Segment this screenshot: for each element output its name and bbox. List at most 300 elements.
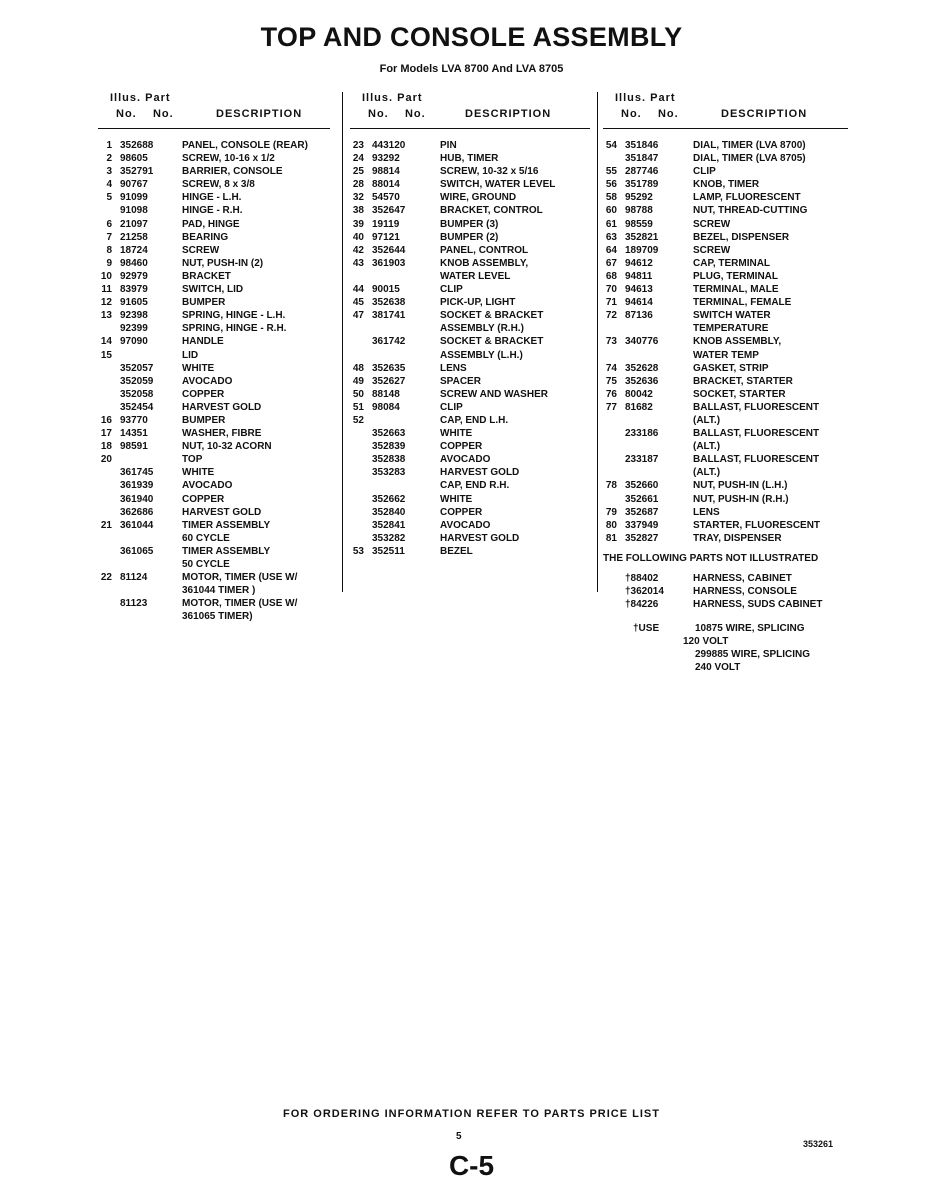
part-row [350,519,590,532]
part-description: HARVEST GOLD [440,532,520,544]
part-row [98,139,330,152]
part-description: HARVEST GOLD [182,506,262,518]
part-row [350,178,590,191]
part-number: 88148 [372,388,400,400]
part-description: (ALT.) [693,414,721,426]
part-row [350,493,590,506]
header-description: DESCRIPTION [465,108,552,120]
part-number: 352838 [372,454,406,466]
part-description: TEMPERATURE [693,323,769,335]
part-description: LENS [693,506,720,518]
part-number: 88014 [372,179,400,191]
part-row [350,296,590,309]
illus-number: 45 [352,297,364,309]
page-subtitle: For Models LVA 8700 And LVA 8705 [379,63,564,75]
part-number: 353282 [372,532,406,544]
part-description: BEARING [182,231,229,243]
part-description: COPPER [182,493,225,505]
part-number: 351846 [625,140,659,151]
illus-number: 22 [100,572,112,584]
illus-number: 13 [100,310,112,322]
illus-number: 24 [352,153,364,165]
part-description: HANDLE [182,336,224,348]
part-description: WHITE [440,493,473,505]
illus-number: 74 [605,362,617,374]
use-line: 299885 WIRE, SPLICING [695,649,811,661]
part-description: PICK-UP, LIGHT [440,297,516,309]
part-number: 352821 [625,231,659,243]
part-description: WATER LEVEL [440,270,511,282]
part-row [603,401,848,414]
part-number: 95292 [625,192,653,204]
part-row [350,270,590,283]
part-row [603,375,848,388]
part-row [98,532,330,545]
part-description: DIAL, TIMER (LVA 8705) [693,153,806,165]
part-description: TRAY, DISPENSER [693,532,782,544]
part-row [350,257,590,270]
part-row [350,532,590,545]
part-number: 352661 [625,493,659,505]
illus-number: 10 [100,270,112,282]
part-row [350,414,590,427]
part-description: WHITE [182,362,215,374]
part-row [603,440,848,453]
part-description: NUT, THREAD-CUTTING [693,205,808,217]
illus-number: 18 [100,441,112,453]
header-illus-part: Illus. Part [362,92,423,104]
part-description: 361044 TIMER ) [182,585,256,597]
part-description: BUMPER (2) [440,231,499,243]
part-row [98,362,330,375]
part-description: SCREW [693,244,731,256]
part-description: BALLAST, FLUORESCENT [693,428,820,440]
part-row [98,506,330,519]
part-row [603,585,848,598]
illus-number: 11 [101,284,112,296]
part-description: COPPER [440,506,483,518]
part-number: 93292 [372,153,400,165]
part-number: 97121 [372,231,400,243]
part-description: HARVEST GOLD [182,401,262,413]
illus-number: 71 [605,297,617,309]
part-number: 54570 [372,192,400,204]
part-number: 352628 [625,362,659,374]
part-number: 91605 [120,297,148,309]
part-row [98,244,330,257]
part-description: (ALT.) [693,467,721,479]
illus-number: 67 [605,257,617,269]
part-number: 233186 [625,428,659,440]
column-divider [597,92,598,592]
part-row [603,532,848,545]
part-number: 337949 [625,519,659,531]
column-header [603,92,848,129]
part-row [350,388,590,401]
part-number: 352662 [372,493,406,505]
part-description: KNOB ASSEMBLY, [693,336,782,348]
part-row [98,610,330,623]
part-number: 94811 [625,270,653,282]
part-row [603,362,848,375]
part-description: TIMER ASSEMBLY [182,545,271,557]
part-number: 83979 [120,284,148,296]
part-description: NUT, PUSH-IN (L.H.) [693,480,788,492]
header-no: No. No. [368,108,426,120]
illus-number: 44 [352,284,364,296]
parts-list [350,129,590,558]
part-row [98,519,330,532]
part-description: HUB, TIMER [440,153,499,165]
part-row [350,479,590,492]
part-description: WHITE [182,467,215,479]
part-row [350,191,590,204]
part-row [98,558,330,571]
part-number: †84226 [625,599,659,611]
part-row [98,296,330,309]
part-row [603,152,848,165]
part-row [98,283,330,296]
illus-number: 77 [605,401,617,413]
part-number: 352663 [372,428,406,440]
part-row [98,584,330,597]
part-number: 91099 [120,192,148,204]
part-row [350,545,590,558]
part-number: 352687 [625,506,659,518]
illus-number: 25 [352,166,364,178]
part-description: PAD, HINGE [182,218,240,230]
header-no: No. No. [621,108,679,120]
illus-number: 47 [352,310,364,322]
part-row [350,401,590,414]
part-row [350,427,590,440]
part-description: HINGE - R.H. [182,205,243,217]
part-description: HARNESS, CABINET [693,572,792,584]
part-description: WASHER, FIBRE [182,428,262,440]
part-description: SCREW, 10-32 x 5/16 [440,166,539,178]
part-description: MOTOR, TIMER (USE W/ [182,598,298,610]
part-row [350,335,590,348]
part-row [603,335,848,348]
part-number: 352057 [120,362,154,374]
part-row [98,322,330,335]
part-number: 98460 [120,257,148,269]
part-row [98,571,330,584]
part-number: 352058 [120,388,154,400]
document-number: 353261 [803,1139,834,1149]
part-row [603,453,848,466]
part-row [603,414,848,427]
part-description: CLIP [693,166,716,178]
illus-number: 63 [605,231,617,243]
part-description: GASKET, STRIP [693,362,769,374]
part-number: 90015 [372,284,400,296]
part-row [603,244,848,257]
use-line: 120 VOLT [683,636,729,648]
illus-number: 40 [352,231,364,243]
part-number: 98084 [372,401,400,413]
part-description: SCREW, 8 x 3/8 [182,179,255,191]
header-no: No. No. [116,108,174,120]
part-number: 351789 [625,179,659,191]
illus-number: 1 [106,140,112,151]
part-description: TOP [182,454,203,466]
part-row [98,440,330,453]
part-description: BRACKET [182,270,231,282]
part-number: 21097 [120,218,148,230]
part-description: BRACKET, CONTROL [440,205,543,217]
illus-number: 48 [352,362,364,374]
part-row [98,152,330,165]
part-number: 352627 [372,375,406,387]
part-row [603,309,848,322]
part-description: PANEL, CONTROL [440,244,529,256]
column-divider [342,92,343,592]
part-row [350,244,590,257]
part-row [98,349,330,362]
illus-number: 12 [100,297,112,309]
part-description: ASSEMBLY (R.H.) [440,323,524,335]
part-description: SOCKET & BRACKET [440,336,544,348]
part-row [98,270,330,283]
part-description: SCREW [693,218,731,230]
part-row [603,231,848,244]
part-number: 352454 [120,401,154,413]
part-description: KNOB ASSEMBLY, [440,257,529,269]
part-row [350,453,590,466]
illus-number: 17 [100,428,112,440]
part-description: COPPER [182,388,225,400]
part-number: 352841 [372,519,406,531]
part-row [98,257,330,270]
part-number: 352647 [372,205,406,217]
illus-number: 68 [605,270,617,282]
illus-number: 52 [352,414,364,426]
part-description: STARTER, FLUORESCENT [693,519,821,531]
part-row [98,479,330,492]
part-description: PANEL, CONSOLE (REAR) [182,140,308,151]
part-row [603,165,848,178]
illus-number: 8 [106,244,112,256]
part-row [98,493,330,506]
illus-number: 38 [352,205,364,217]
part-row [603,479,848,492]
part-number: 443120 [372,140,406,151]
part-row [350,349,590,362]
part-number: 352638 [372,297,406,309]
part-number: 92979 [120,270,148,282]
part-row [98,427,330,440]
part-description: MOTOR, TIMER (USE W/ [182,572,298,584]
part-number: 189709 [625,244,659,256]
part-description: BEZEL [440,545,473,557]
part-number: 87136 [625,310,653,322]
illus-number: 58 [605,192,617,204]
part-description: TERMINAL, FEMALE [693,297,792,309]
part-description: HARVEST GOLD [440,467,520,479]
part-row [350,218,590,231]
illus-number: 75 [605,375,617,387]
part-description: PIN [440,140,457,151]
illus-number: 73 [605,336,617,348]
illus-number: 7 [106,231,112,243]
part-description: SCREW [182,244,220,256]
part-description: CLIP [440,284,463,296]
part-row [98,335,330,348]
part-description: NUT, 10-32 ACORN [182,441,272,453]
part-number: 19119 [372,218,400,230]
parts-column-1 [98,92,330,623]
illus-number: 56 [605,179,617,191]
part-row [350,165,590,178]
illus-number: 49 [352,375,364,387]
illus-number: 60 [605,205,617,217]
illus-number: 28 [352,179,364,191]
part-description: CLIP [440,401,463,413]
part-description: 60 CYCLE [182,532,230,544]
part-row [603,191,848,204]
use-line: 240 VOLT [695,662,741,674]
part-description: ASSEMBLY (L.H.) [440,349,523,361]
parts-column-3 [603,92,848,679]
part-row [603,322,848,335]
part-number: 92398 [120,310,148,322]
part-description: BALLAST, FLUORESCENT [693,401,820,413]
illus-number: 72 [605,310,617,322]
part-row [603,139,848,152]
part-number: †362014 [625,586,664,597]
part-row [603,270,848,283]
part-number: 352791 [120,166,154,178]
illus-number: 32 [352,192,364,204]
part-number: 94614 [625,297,653,309]
part-number: 287746 [625,166,659,178]
part-description: SWITCH WATER [693,310,771,322]
part-number: 381741 [372,310,406,322]
part-row [98,597,330,610]
part-row [603,296,848,309]
part-description: AVOCADO [440,454,491,466]
part-description: SPRING, HINGE - L.H. [182,310,286,322]
part-row [350,466,590,479]
header-illus-part: Illus. Part [110,92,171,104]
illus-number: 42 [352,244,364,256]
part-number: 352059 [120,375,154,387]
part-row [603,466,848,479]
illus-number: 16 [100,414,112,426]
part-description: BUMPER (3) [440,218,499,230]
part-row [98,165,330,178]
part-description: TIMER ASSEMBLY [182,519,271,531]
page-title: TOP AND CONSOLE ASSEMBLY [260,22,683,52]
part-number: 94612 [625,257,653,269]
part-row [603,427,848,440]
part-description: PLUG, TERMINAL [693,270,778,282]
part-description: NUT, PUSH-IN (2) [182,257,264,269]
part-row [350,362,590,375]
part-description: WIRE, GROUND [440,192,517,204]
use-label: †USE [633,623,660,635]
header-illus-part: Illus. Part [615,92,676,104]
part-row [350,322,590,335]
part-description: (ALT.) [693,441,721,453]
part-description: BALLAST, FLUORESCENT [693,454,820,466]
part-description: DIAL, TIMER (LVA 8700) [693,140,806,151]
part-description: SOCKET, STARTER [693,388,786,400]
illus-number: 3 [106,166,112,178]
part-description: LID [182,349,199,361]
illus-number: 20 [100,454,112,466]
part-row [98,309,330,322]
column-header [350,92,590,129]
part-row [98,401,330,414]
part-number: 352511 [372,545,405,557]
part-description: AVOCADO [440,519,491,531]
part-number: 94613 [625,284,653,296]
part-description: SCREW, 10-16 x 1/2 [182,153,275,165]
part-number: 90767 [120,179,148,191]
page-number: 5 [456,1131,462,1142]
part-row [98,204,330,217]
not-illustrated-list [603,564,848,611]
ordering-note: FOR ORDERING INFORMATION REFER TO PARTS PRICE LIST [283,1108,660,1120]
part-number: †88402 [625,572,659,584]
part-row [350,139,590,152]
part-number: 361940 [120,493,154,505]
part-number: 352660 [625,480,659,492]
illus-number: 76 [605,388,617,400]
part-row [350,152,590,165]
part-description: BEZEL, DISPENSER [693,231,790,243]
part-number: 93770 [120,414,148,426]
part-number: 352840 [372,506,406,518]
part-number: 352636 [625,375,659,387]
illus-number: 5 [106,192,112,204]
part-row [98,414,330,427]
part-description: BUMPER [182,297,226,309]
part-number: 81123 [120,598,148,610]
part-description: SPRING, HINGE - R.H. [182,323,287,335]
part-row [98,466,330,479]
part-row [603,283,848,296]
part-number: 92399 [120,323,148,335]
part-row [603,178,848,191]
section-page: C-5 [448,1150,495,1181]
part-row [603,257,848,270]
part-number: 98788 [625,205,653,217]
part-description: WATER TEMP [693,349,759,361]
part-description: CAP, TERMINAL [693,257,771,269]
part-row [603,493,848,506]
part-row [350,231,590,244]
part-description: SPACER [440,375,481,387]
part-description: NUT, PUSH-IN (R.H.) [693,493,789,505]
part-number: 80042 [625,388,653,400]
part-row [350,283,590,296]
part-row [98,178,330,191]
part-row [603,349,848,362]
illus-number: 39 [352,218,364,230]
part-number: 353283 [372,467,406,479]
part-number: 361044 [120,519,154,531]
part-description: AVOCADO [182,375,233,387]
part-row [98,231,330,244]
illus-number: 21 [100,519,112,531]
part-description: SOCKET & BRACKET [440,310,544,322]
part-row [98,453,330,466]
part-row [350,440,590,453]
part-description: TERMINAL, MALE [693,284,779,296]
